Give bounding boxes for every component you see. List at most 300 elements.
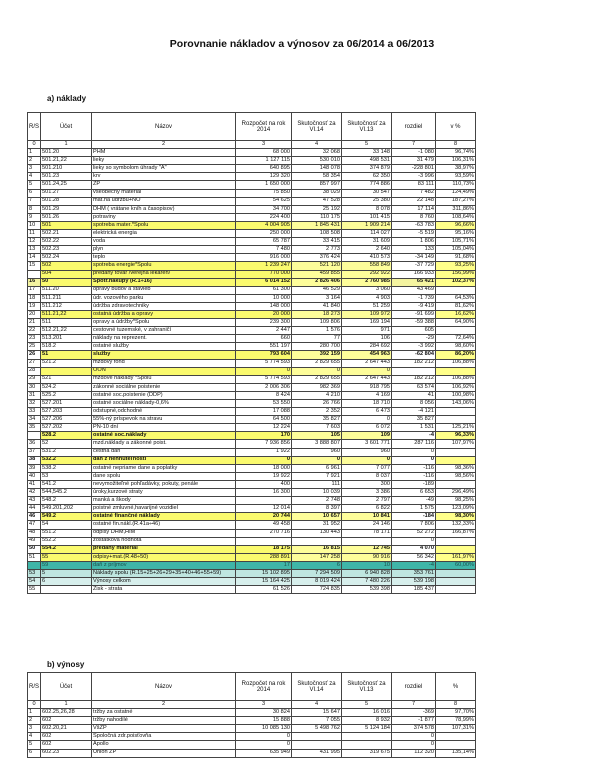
- table-row: [28, 270, 476, 278]
- table-row: [28, 741, 476, 749]
- cell-rs: 23: [28, 335, 41, 343]
- cell-rozpocet: 1 922: [236, 448, 292, 456]
- table-row: [28, 149, 476, 157]
- cell-rozpocet: 129 320: [236, 173, 292, 181]
- cell-skut13: 2 640: [342, 246, 392, 254]
- cell-pct: [436, 578, 476, 586]
- table-row: [28, 302, 476, 310]
- cell-rozpocet: 793 604: [236, 351, 292, 359]
- cell-ucet: 541.2: [41, 480, 92, 488]
- header-pct: v %: [436, 113, 476, 141]
- cell-skut14: 530 010: [292, 157, 342, 165]
- cell-ucet: 549.2: [41, 513, 92, 521]
- cell-rs: 29: [28, 375, 41, 383]
- cell-rozdiel: 353 761: [392, 569, 436, 577]
- cell-pct: 98,56%: [436, 472, 476, 480]
- cell-nazov: Spotr.nákupy (R.1÷16): [92, 278, 236, 286]
- cell-pct: 166,87%: [436, 529, 476, 537]
- costs-colnum-row: 0 1 2 3 4 5 7 8: [28, 141, 476, 149]
- cell-skut14: 280 700: [292, 343, 342, 351]
- cell-skut13: 51 259: [342, 302, 392, 310]
- cell-ucet: 527.203: [41, 408, 92, 416]
- cell-skut13: 30 547: [342, 189, 392, 197]
- cell-ucet: 502.22: [41, 238, 92, 246]
- cell-pct: [436, 327, 476, 335]
- cell-pct: [436, 286, 476, 294]
- cell-rozpocet: 2 006 306: [236, 383, 292, 391]
- cell-ucet: 501: [41, 221, 92, 229]
- cell-ucet: 6: [41, 578, 92, 586]
- cell-skut14: 431 995: [292, 749, 342, 757]
- cell-rozdiel: 7 806: [392, 521, 436, 529]
- table-row: [28, 351, 476, 359]
- table-row: [28, 472, 476, 480]
- cell-skut14: 2 748: [292, 497, 342, 505]
- cell-pct: 38,97%: [436, 165, 476, 173]
- table-row: [28, 359, 476, 367]
- cell-ucet: 518.2: [41, 343, 92, 351]
- cell-skut13: 319 675: [342, 749, 392, 757]
- cell-ucet: 527.206: [41, 416, 92, 424]
- cell-rs: 48: [28, 529, 41, 537]
- cell-pct: 156,99%: [436, 270, 476, 278]
- cell-rozdiel: 0: [392, 741, 436, 749]
- table-row: [28, 278, 476, 286]
- cell-skut13: 410 573: [342, 254, 392, 262]
- cell-rozpocet: 53 550: [236, 400, 292, 408]
- cell-skut14: 15 647: [292, 709, 342, 717]
- cell-skut14: 857 997: [292, 181, 342, 189]
- cell-skut13: 7 480 226: [342, 578, 392, 586]
- cell-ucet: 513.201: [41, 335, 92, 343]
- cell-skut13: 2 760 985: [342, 278, 392, 286]
- cell-rs: 4: [28, 733, 41, 741]
- cell-ucet: 55: [41, 553, 92, 561]
- cell-rs: 27: [28, 359, 41, 367]
- cell-pct: 97,70%: [436, 709, 476, 717]
- cell-nazov: ostatné nepriame dane a poplatky: [92, 464, 236, 472]
- cell-skut13: 7 077: [342, 464, 392, 472]
- table-row: [28, 578, 476, 586]
- cell-nazov: daň z nehnuteľností: [92, 456, 236, 464]
- cell-rozpocet: 239 300: [236, 319, 292, 327]
- cell-nazov: Zisk - strata: [92, 586, 236, 594]
- cell-nazov: ostatné soc.náklady: [92, 432, 236, 440]
- cell-skut14: 38 029: [292, 189, 342, 197]
- cell-pct: 78,99%: [436, 717, 476, 725]
- header-rozdiel: rozdiel: [392, 113, 436, 141]
- cell-pct: 107,31%: [436, 725, 476, 733]
- cell-rozdiel: -116: [392, 472, 436, 480]
- cell-pct: 106,92%: [436, 383, 476, 391]
- table-row: [28, 319, 476, 327]
- cell-rozdiel: 41: [392, 391, 436, 399]
- cell-ucet: 531.2: [41, 448, 92, 456]
- cell-nazov: ostatné sociálne náklady-0,6%: [92, 400, 236, 408]
- table-row: [28, 238, 476, 246]
- cell-nazov: DHM ( vrátane kníh a časopisov): [92, 205, 236, 213]
- cell-rs: 38: [28, 456, 41, 464]
- cell-rozpocet: 0: [236, 733, 292, 741]
- cell-rozdiel: 8 760: [392, 213, 436, 221]
- cell-rs: 49: [28, 537, 41, 545]
- cell-rs: 2: [28, 157, 41, 165]
- cell-pct: 110,73%: [436, 181, 476, 189]
- header-skut13: Skutočnosť za VI.13: [342, 113, 392, 141]
- table-row: [28, 464, 476, 472]
- cell-rozpocet: 49 458: [236, 521, 292, 529]
- cell-skut14: 111: [292, 480, 342, 488]
- cell-rozpocet: 400: [236, 480, 292, 488]
- cell-nazov: údržba zdravotechniky: [92, 302, 236, 310]
- cell-pct: 95,16%: [436, 230, 476, 238]
- cell-skut14: 108 508: [292, 230, 342, 238]
- cell-ucet: 501.23: [41, 173, 92, 181]
- cell-skut13: 169 194: [342, 319, 392, 327]
- cell-pct: 96,66%: [436, 221, 476, 229]
- cell-rozpocet: 4 004 905: [236, 221, 292, 229]
- cell-skut14: 724 835: [292, 586, 342, 594]
- cell-pct: 125,21%: [436, 424, 476, 432]
- cell-rs: 31: [28, 391, 41, 399]
- cell-rs: 3: [28, 165, 41, 173]
- cell-pct: 106,88%: [436, 359, 476, 367]
- cell-skut14: 1 845 431: [292, 221, 342, 229]
- cell-rozdiel: 287 116: [392, 440, 436, 448]
- cell-skut14: 7 294 509: [292, 569, 342, 577]
- cell-nazov: úroky,kurzové straty: [92, 489, 236, 497]
- cell-rozpocet: 15 102 895: [236, 569, 292, 577]
- cell-pct: 123,09%: [436, 505, 476, 513]
- cell-skut14: 982 369: [292, 383, 342, 391]
- cell-pct: 98,36%: [436, 464, 476, 472]
- table-row: [28, 448, 476, 456]
- table-row: [28, 553, 476, 561]
- cell-rozdiel: 52 272: [392, 529, 436, 537]
- table-row: [28, 709, 476, 717]
- cell-rozdiel: 17 114: [392, 205, 436, 213]
- cell-ucet: 602.20,21: [41, 725, 92, 733]
- cell-rozdiel: -63 783: [392, 221, 436, 229]
- cell-rozpocet: 270 716: [236, 529, 292, 537]
- cell-nazov: krv: [92, 173, 236, 181]
- table-row: [28, 432, 476, 440]
- cell-ucet: 602: [41, 717, 92, 725]
- cell-pct: 86,20%: [436, 351, 476, 359]
- cell-rozpocet: 7 480: [236, 246, 292, 254]
- cell-rozdiel: -59 388: [392, 319, 436, 327]
- cell-nazov: náklady na reprezent.: [92, 335, 236, 343]
- table-row: [28, 367, 476, 375]
- cell-rs: 5: [28, 181, 41, 189]
- cell-rozpocet: 15 164 425: [236, 578, 292, 586]
- cell-ucet: 554.2: [41, 545, 92, 553]
- cell-nazov: služby: [92, 351, 236, 359]
- cell-rs: 51: [28, 553, 41, 561]
- cell-ucet: 54: [41, 521, 92, 529]
- cell-skut14: [292, 537, 342, 545]
- cell-skut13: 0: [342, 456, 392, 464]
- table-row: [28, 343, 476, 351]
- table-row: [28, 480, 476, 488]
- cell-skut14: 33 415: [292, 238, 342, 246]
- cell-skut13: 8 932: [342, 717, 392, 725]
- cell-nazov: mzdové náklady *Spolu: [92, 375, 236, 383]
- cell-nazov: lieky so symbolom úhrady "A": [92, 165, 236, 173]
- cell-rozpocet: 10 085 130: [236, 725, 292, 733]
- cell-skut14: 2 826 406: [292, 278, 342, 286]
- cell-rs: 50: [28, 545, 41, 553]
- cell-nazov: Výnosy celkom: [92, 578, 236, 586]
- cell-pct: 98,60%: [436, 343, 476, 351]
- table-row: [28, 489, 476, 497]
- header-ucet: Účet: [41, 113, 92, 141]
- cell-rozpocet: 20 000: [236, 310, 292, 318]
- cell-skut14: 25 192: [292, 205, 342, 213]
- cell-rs: 22: [28, 327, 41, 335]
- table-row: [28, 513, 476, 521]
- cell-rozdiel: 31 479: [392, 157, 436, 165]
- cell-skut14: 5 498 762: [292, 725, 342, 733]
- cell-skut14: 105: [292, 432, 342, 440]
- cell-ucet: 502.23: [41, 246, 92, 254]
- cell-pct: 98,30%: [436, 513, 476, 521]
- cell-skut14: 18 273: [292, 310, 342, 318]
- cell-nazov: PN-10 dní: [92, 424, 236, 432]
- table-row: [28, 725, 476, 733]
- cell-rs: 36: [28, 440, 41, 448]
- cell-skut14: 3 164: [292, 294, 342, 302]
- cell-pct: [436, 733, 476, 741]
- cell-ucet: 521: [41, 375, 92, 383]
- cell-rs: 1: [28, 149, 41, 157]
- cell-rozpocet: 12 224: [236, 424, 292, 432]
- cell-pct: [436, 741, 476, 749]
- cell-nazov: manká a škody: [92, 497, 236, 505]
- cell-skut14: 35 827: [292, 416, 342, 424]
- cell-rs: 17: [28, 286, 41, 294]
- cell-rs: 25: [28, 343, 41, 351]
- cell-rozdiel: -5 519: [392, 230, 436, 238]
- cell-rozpocet: 635 949: [236, 749, 292, 757]
- cell-skut14: 31 952: [292, 521, 342, 529]
- cell-rozdiel: 8 056: [392, 400, 436, 408]
- cell-nazov: PHM: [92, 149, 236, 157]
- cell-skut14: 148 078: [292, 165, 342, 173]
- cell-nazov: odpisy DHM,HIM: [92, 529, 236, 537]
- cell-skut14: 77: [292, 335, 342, 343]
- cell-skut13: 774 886: [342, 181, 392, 189]
- table-row: [28, 286, 476, 294]
- cell-rozpocet: [236, 497, 292, 505]
- cell-rozdiel: 43 469: [392, 286, 436, 294]
- cell-ucet: 51: [41, 351, 92, 359]
- cell-ucet: 551.2: [41, 529, 92, 537]
- cell-rs: 13: [28, 246, 41, 254]
- header-rs: R/S: [28, 113, 41, 141]
- cell-skut14: 960: [292, 448, 342, 456]
- table-row: [28, 456, 476, 464]
- cell-rozdiel: 1 806: [392, 238, 436, 246]
- cell-ucet: 52: [41, 440, 92, 448]
- cell-rozdiel: -189: [392, 480, 436, 488]
- cell-ucet: 512.21,22: [41, 327, 92, 335]
- cell-pct: 93,59%: [436, 173, 476, 181]
- cell-ucet: 50: [41, 278, 92, 286]
- cell-rs: 11: [28, 230, 41, 238]
- cell-rs: [28, 432, 41, 440]
- cell-rs: 2: [28, 717, 41, 725]
- cell-rozpocet: 148 000: [236, 302, 292, 310]
- cell-rs: 30: [28, 383, 41, 391]
- cell-rozdiel: 0: [392, 448, 436, 456]
- cell-rozpocet: 65 787: [236, 238, 292, 246]
- cell-rozpocet: 15 888: [236, 717, 292, 725]
- cell-rs: 7: [28, 197, 41, 205]
- cell-ucet: 602: [41, 733, 92, 741]
- cell-rozpocet: 1 127 115: [236, 157, 292, 165]
- cell-rozdiel: -3 996: [392, 173, 436, 181]
- cell-rozpocet: 288 891: [236, 553, 292, 561]
- cell-nazov: elektrická energia: [92, 230, 236, 238]
- cell-pct: [436, 408, 476, 416]
- cell-skut13: 300: [342, 480, 392, 488]
- table-row: [28, 537, 476, 545]
- table-row: [28, 230, 476, 238]
- cell-skut13: 4 903: [342, 294, 392, 302]
- revenues-header-row: R/S Účet Názov Rozpočet na rok 2014 Skutočnosť za VI.14 Skutočnosť za VI.13 rozdiel %: [28, 673, 476, 701]
- cell-rs: 21: [28, 319, 41, 327]
- cell-skut13: 918 795: [342, 383, 392, 391]
- cell-nazov: ostatné fin.nákl.(R.41a÷46): [92, 521, 236, 529]
- cell-rozpocet: 54 625: [236, 197, 292, 205]
- cell-rozpocet: 61 300: [236, 286, 292, 294]
- cell-ucet: 501.20: [41, 149, 92, 157]
- cell-rs: 1: [28, 709, 41, 717]
- cell-skut13: 3 386: [342, 489, 392, 497]
- cell-rozdiel: 1 531: [392, 424, 436, 432]
- cell-rozpocet: 0: [236, 741, 292, 749]
- cell-rozdiel: 65 421: [392, 278, 436, 286]
- table-row: [28, 561, 476, 569]
- cell-skut13: 106: [342, 335, 392, 343]
- table-row: [28, 327, 476, 335]
- cell-pct: [436, 480, 476, 488]
- cell-rs: 4: [28, 173, 41, 181]
- cell-skut14: 10 039: [292, 489, 342, 497]
- table-row: [28, 197, 476, 205]
- cell-skut14: 4 210: [292, 391, 342, 399]
- header-skut14: Skutočnosť za VI.14: [292, 113, 342, 141]
- cell-pct: 132,33%: [436, 521, 476, 529]
- cell-nazov: OON: [92, 367, 236, 375]
- cell-skut14: 8 397: [292, 505, 342, 513]
- cell-skut13: 33 148: [342, 149, 392, 157]
- table-row: [28, 213, 476, 221]
- cell-rozdiel: 6 653: [392, 489, 436, 497]
- cell-pct: 91,68%: [436, 254, 476, 262]
- cell-rozdiel: 185 437: [392, 586, 436, 594]
- cell-nazov: potraviny: [92, 213, 236, 221]
- revenues-colnum-row: 0 1 2 3 4 5 7 8: [28, 701, 476, 709]
- cell-rs: 20: [28, 310, 41, 318]
- cell-skut13: 10 841: [342, 513, 392, 521]
- cell-skut14: 521 120: [292, 262, 342, 270]
- cell-rozpocet: 17: [236, 561, 292, 569]
- table-row: [28, 173, 476, 181]
- table-row: [28, 424, 476, 432]
- cell-pct: 187,27%: [436, 197, 476, 205]
- cell-ucet: 501.28: [41, 197, 92, 205]
- page-title: Porovnanie nákladov a výnosov za 06/2014 a 06/2013: [169, 38, 435, 50]
- cell-skut14: 7 055: [292, 717, 342, 725]
- cell-pct: 16,62%: [436, 310, 476, 318]
- cell-rozpocet: 7 936 856: [236, 440, 292, 448]
- cell-rozdiel: -37 729: [392, 262, 436, 270]
- cell-nazov: lieky: [92, 157, 236, 165]
- cell-rozpocet: 916 000: [236, 254, 292, 262]
- cell-skut13: 62 350: [342, 173, 392, 181]
- cell-rozdiel: -34 149: [392, 254, 436, 262]
- cell-skut14: 16 815: [292, 545, 342, 553]
- cell-rozpocet: 18 000: [236, 464, 292, 472]
- cell-pct: 106,31%: [436, 157, 476, 165]
- cell-ucet: 549.201,202: [41, 505, 92, 513]
- cell-rs: 42: [28, 489, 41, 497]
- cell-pct: 64,90%: [436, 319, 476, 327]
- table-row: [28, 254, 476, 262]
- cell-skut13: 1 909 214: [342, 221, 392, 229]
- cell-ucet: 5: [41, 569, 92, 577]
- cell-rozdiel: -62 804: [392, 351, 436, 359]
- cell-skut13: 24 146: [342, 521, 392, 529]
- cell-rozpocet: 8 424: [236, 391, 292, 399]
- cell-rozpocet: 18 175: [236, 545, 292, 553]
- table-row: [28, 733, 476, 741]
- cell-ucet: 602.23: [41, 749, 92, 757]
- cell-rozpocet: 61 526: [236, 586, 292, 594]
- section-a-label: a) náklady: [47, 94, 87, 103]
- cell-rozpocet: 5 774 593: [236, 375, 292, 383]
- cell-nazov: zákonné sociálne poistenie: [92, 383, 236, 391]
- cell-ucet: 548.2: [41, 497, 92, 505]
- cell-nazov: teplo: [92, 254, 236, 262]
- cell-ucet: 527.202: [41, 424, 92, 432]
- cell-ucet: 527.201: [41, 400, 92, 408]
- cell-pct: 105,71%: [436, 238, 476, 246]
- cell-rozpocet: 770 000: [236, 270, 292, 278]
- cell-nazov: VšZP: [92, 725, 236, 733]
- cell-nazov: spotreba energie*Spolu: [92, 262, 236, 270]
- cell-pct: [436, 367, 476, 375]
- cell-ucet: 602.25,26,28: [41, 709, 92, 717]
- cell-rs: 26: [28, 351, 41, 359]
- cell-nazov: ostatné soc.poistenie (DDP): [92, 391, 236, 399]
- cell-skut13: 25 380: [342, 197, 392, 205]
- cell-nazov: 55%-ný príspevok na stravu: [92, 416, 236, 424]
- cell-skut13: 6 473: [342, 408, 392, 416]
- cell-skut13: 0: [342, 367, 392, 375]
- cell-ucet: 501.26: [41, 213, 92, 221]
- cell-pct: 64,53%: [436, 294, 476, 302]
- cell-nazov: Spoločná zdr.poisťovňa: [92, 733, 236, 741]
- cell-rozpocet: 250 000: [236, 230, 292, 238]
- cell-rozdiel: -29: [392, 335, 436, 343]
- cell-rozdiel: 166 933: [392, 270, 436, 278]
- costs-header-row: [28, 113, 476, 141]
- cell-rs: 40: [28, 472, 41, 480]
- cell-rozdiel: -1 877: [392, 717, 436, 725]
